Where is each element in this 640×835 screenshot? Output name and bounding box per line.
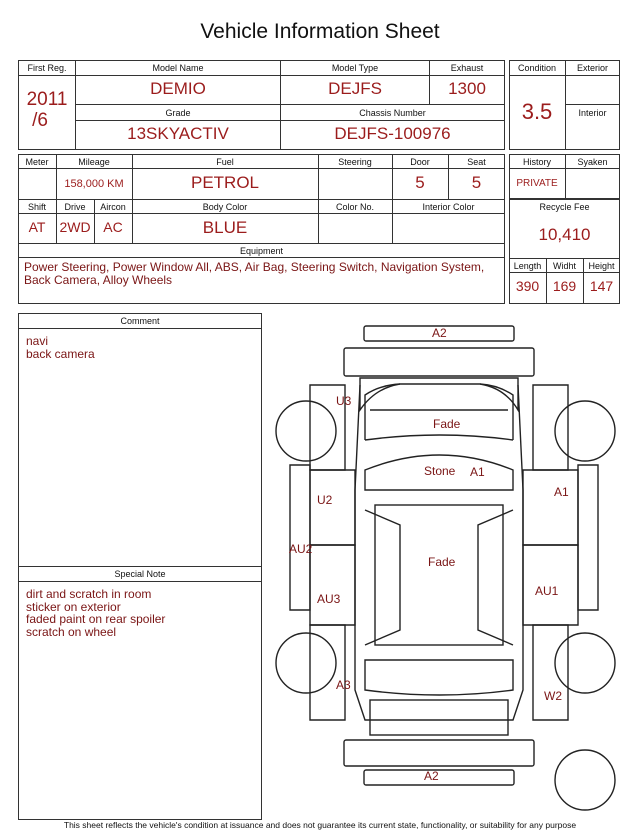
- aircon-value: AC: [103, 219, 123, 235]
- interior-color-label: Interior Color: [422, 202, 475, 212]
- model-type-label: Model Type: [331, 63, 379, 73]
- model-type-value: DEJFS: [328, 79, 382, 98]
- chassis-label: Chassis Number: [359, 108, 426, 118]
- mark-a3: A3: [336, 678, 351, 692]
- mark-windshield-stone: Stone: [424, 464, 456, 478]
- mark-rear-bumper: A2: [424, 769, 439, 783]
- mark-windshield-a1: A1: [470, 465, 485, 479]
- special-note-label: Special Note: [114, 569, 166, 579]
- mark-hood-fade: Fade: [433, 417, 461, 431]
- color-no-label: Color No.: [335, 202, 374, 212]
- chassis-value: DEJFS-100976: [334, 124, 451, 143]
- first-reg-label: First Reg.: [27, 63, 67, 73]
- interior-label: Interior: [578, 108, 607, 118]
- mark-roof-fade: Fade: [428, 555, 456, 569]
- seat-value: 5: [471, 173, 482, 192]
- condition-value: 3.5: [521, 99, 553, 124]
- comment-text: navi back camera: [26, 334, 95, 361]
- special-note-text: dirt and scratch in room sticker on exterior faded paint on rear spoiler scratch on wheel: [26, 587, 166, 639]
- shift-label: Shift: [27, 202, 46, 212]
- length-value: 390: [515, 278, 540, 294]
- height-label: Height: [588, 261, 615, 271]
- condition-label: Condition: [517, 63, 557, 73]
- syaken-label: Syaken: [577, 157, 608, 167]
- body-color-label: Body Color: [202, 202, 248, 212]
- door-label: Door: [410, 157, 430, 167]
- model-name-value: DEMIO: [150, 79, 206, 98]
- mark-u3: U3: [336, 394, 352, 408]
- sheet-title: Vehicle Information Sheet: [200, 20, 440, 43]
- meter-label: Meter: [25, 157, 49, 167]
- first-reg-month: /6: [32, 110, 48, 131]
- grade-label: Grade: [165, 108, 191, 118]
- mark-au1: AU1: [535, 584, 559, 598]
- fuel-label: Fuel: [216, 157, 234, 167]
- shift-value: AT: [28, 219, 46, 235]
- mark-front-bumper: A2: [432, 326, 447, 340]
- seat-label: Seat: [467, 157, 486, 167]
- drive-label: Drive: [64, 202, 86, 212]
- first-reg-year: 2011: [26, 89, 68, 110]
- steering-label: Steering: [338, 157, 372, 167]
- exhaust-label: Exhaust: [450, 63, 484, 73]
- car-damage-diagram: [270, 318, 630, 818]
- mark-au3: AU3: [317, 592, 341, 606]
- model-name-label: Model Name: [152, 63, 204, 73]
- length-label: Length: [513, 261, 542, 271]
- aircon-label: Aircon: [100, 202, 126, 212]
- width-label: Widht: [552, 261, 576, 271]
- equipment-label: Equipment: [239, 246, 284, 256]
- recycle-fee-label: Recycle Fee: [539, 202, 590, 212]
- mileage-value: 158,000 KM: [64, 178, 124, 190]
- mark-u2: U2: [317, 493, 333, 507]
- exhaust-value: 1300: [448, 79, 486, 98]
- disclaimer-footer: This sheet reflects the vehicle's condition at issuance and does not guarantee its current state, functionality, or suitability for any purpose: [63, 820, 577, 830]
- comment-label: Comment: [120, 316, 160, 326]
- mark-right-front-fender: A1: [554, 485, 569, 499]
- fuel-value: PETROL: [190, 173, 260, 192]
- drive-value: 2WD: [59, 219, 91, 235]
- mileage-label: Mileage: [78, 157, 110, 167]
- mark-au2: AU2: [289, 542, 313, 556]
- history-label: History: [522, 157, 551, 167]
- grade-value: 13SKYACTIV: [127, 124, 229, 143]
- body-color-value: BLUE: [202, 218, 248, 237]
- height-value: 147: [589, 278, 614, 294]
- recycle-fee-value: 10,410: [538, 225, 591, 244]
- width-value: 169: [552, 278, 577, 294]
- mark-w2: W2: [544, 689, 562, 703]
- exterior-label: Exterior: [576, 63, 608, 73]
- door-value: 5: [415, 173, 425, 192]
- equipment-value: Power Steering, Power Window All, ABS, Air Bag, Steering Switch, Navigation System, Back Camera, Alloy Wheels: [24, 260, 485, 287]
- history-value: PRIVATE: [516, 178, 558, 189]
